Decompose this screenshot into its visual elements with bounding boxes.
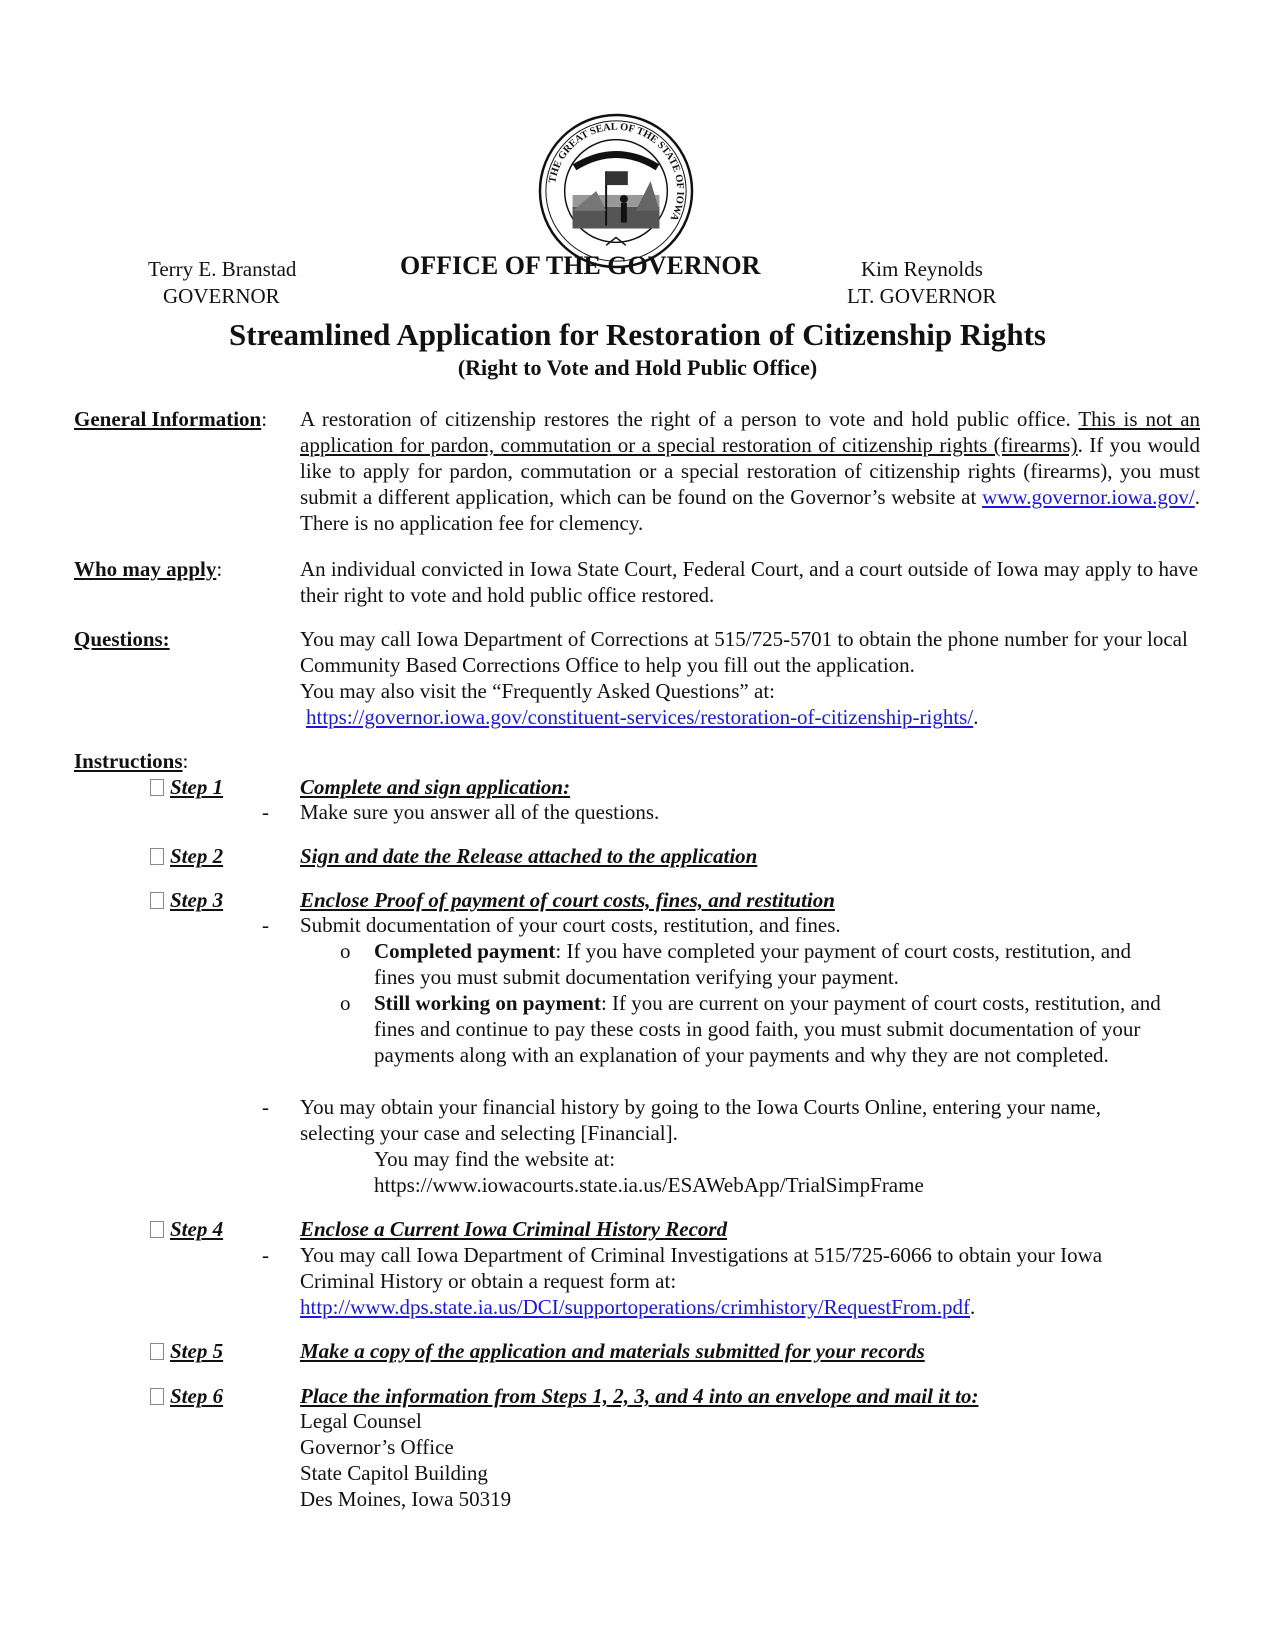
lt-governor-title: LT. GOVERNOR bbox=[847, 284, 997, 308]
faq-text: You may also visit the “Frequently Asked Questions” at: bbox=[300, 679, 775, 703]
step-5-checkbox[interactable]: Step 5 bbox=[150, 1338, 270, 1364]
step-6-heading: Place the information from Steps 1, 2, 3, and 4 into an envelope and mail it to: bbox=[300, 1384, 979, 1408]
address-line: State Capitol Building bbox=[300, 1461, 488, 1485]
governor-website-link[interactable]: www.governor.iowa.gov/ bbox=[982, 485, 1195, 509]
governor-title: GOVERNOR bbox=[163, 284, 280, 308]
address-line: Legal Counsel bbox=[300, 1409, 422, 1433]
step-3-item-2: You may obtain your financial history by going to the Iowa Courts Online, entering your name, selecting your case and selecting [Financial]. bbox=[300, 1095, 1101, 1145]
step-3-heading: Enclose Proof of payment of court costs, fines, and restitution bbox=[300, 888, 835, 912]
general-info-label: General Information: bbox=[74, 407, 268, 431]
questions-label: Questions: bbox=[74, 627, 170, 651]
faq-link[interactable]: https://governor.iowa.gov/constituent-services/restoration-of-citizenship-rights/ bbox=[306, 705, 974, 729]
step-2-checkbox[interactable]: Step 2 bbox=[150, 843, 270, 869]
document-title: Streamlined Application for Restoration of Citizenship Rights bbox=[229, 317, 1046, 352]
website-label: You may find the website at: bbox=[374, 1147, 616, 1171]
seal-outer-text: THE GREAT SEAL OF THE STATE OF IOWA bbox=[547, 121, 686, 223]
step-3-checkbox[interactable]: Step 3 bbox=[150, 887, 270, 913]
checkbox-icon bbox=[150, 892, 164, 909]
step-6-checkbox[interactable]: Step 6 bbox=[150, 1383, 270, 1409]
step-2-heading: Sign and date the Release attached to the application bbox=[300, 844, 758, 868]
step-5-heading: Make a copy of the application and materials submitted for your records bbox=[300, 1339, 925, 1363]
iowa-courts-url: https://www.iowacourts.state.ia.us/ESAWebApp/TrialSimpFrame bbox=[374, 1173, 924, 1197]
bullet-marker: o bbox=[340, 991, 351, 1015]
step-4-item: You may call Iowa Department of Criminal Investigations at 515/725-6066 to obtain your Iowa Criminal History or obtain a request form at: bbox=[300, 1243, 1103, 1293]
step-1-item: Make sure you answer all of the questions. bbox=[300, 800, 660, 824]
iowa-state-seal bbox=[537, 112, 695, 270]
dash-marker: - bbox=[262, 1095, 269, 1119]
general-info-text: A restoration of citizenship restores the right of a person to vote and hold public office. This is not an application for pardon, commutation or a special restoration of citizenship rights (firearms). If you would like to apply for pardon, commutation or a special restoration of citizenship rights (firearms), you must submit a different application, which can be found on the Governor’s website at www.governor.iowa.gov/. There is no application fee for clemency. bbox=[300, 407, 1201, 535]
dash-marker: - bbox=[262, 913, 269, 937]
instructions-label: Instructions: bbox=[74, 749, 189, 773]
questions-text: You may call Iowa Department of Corrections at 515/725-5701 to obtain the phone number for your local Community Based Corrections Office to help you fill out the application. bbox=[300, 627, 1188, 677]
address-line: Governor’s Office bbox=[300, 1435, 454, 1459]
checkbox-icon bbox=[150, 1388, 164, 1405]
checkbox-icon bbox=[150, 848, 164, 865]
step-4-checkbox[interactable]: Step 4 bbox=[150, 1216, 270, 1242]
step-1-heading: Complete and sign application: bbox=[300, 775, 571, 799]
completed-payment-text: Completed payment: If you have completed your payment of court costs, restitution, and fines you must submit documentation verifying your payment. bbox=[374, 939, 1132, 989]
faq-line: https://governor.iowa.gov/constituent-services/restoration-of-citizenship-rights/. bbox=[306, 705, 979, 729]
lt-governor-name: Kim Reynolds bbox=[861, 257, 983, 281]
who-may-apply-text: An individual convicted in Iowa State Court, Federal Court, and a court outside of Iowa may apply to have their right to vote and hold public office restored. bbox=[300, 557, 1199, 607]
bullet-marker: o bbox=[340, 939, 351, 963]
dash-marker: - bbox=[262, 800, 269, 824]
document-subtitle: (Right to Vote and Hold Public Office) bbox=[457, 355, 818, 380]
who-may-apply-label: Who may apply: bbox=[74, 557, 223, 581]
office-heading: OFFICE OF THE GOVERNOR bbox=[400, 251, 761, 280]
request-form-line: http://www.dps.state.ia.us/DCI/supportoperations/crimhistory/RequestFrom.pdf. bbox=[300, 1295, 976, 1319]
not-pardon-notice: This is not an application for pardon, commutation or a special restoration of citizenship rights (firearms) bbox=[300, 407, 1201, 457]
checkbox-icon bbox=[150, 1343, 164, 1360]
address-line: Des Moines, Iowa 50319 bbox=[300, 1487, 512, 1511]
checkbox-icon bbox=[150, 1221, 164, 1238]
step-1-checkbox[interactable]: Step 1 bbox=[150, 774, 270, 800]
step-3-item-1: Submit documentation of your court costs, restitution, and fines. bbox=[300, 913, 841, 937]
dash-marker: - bbox=[262, 1243, 269, 1267]
mailing-address bbox=[300, 1408, 1200, 1512]
step-4-heading: Enclose a Current Iowa Criminal History Record bbox=[300, 1217, 728, 1241]
still-working-text: Still working on payment: If you are current on your payment of court costs, restitution, and fines and continue to pay these costs in good faith, you must submit documentation of your payments along with an explanation of your payments and why they are not completed. bbox=[374, 991, 1161, 1067]
request-form-link[interactable]: http://www.dps.state.ia.us/DCI/supportoperations/crimhistory/RequestFrom.pdf bbox=[300, 1295, 970, 1319]
governor-name: Terry E. Branstad bbox=[148, 257, 297, 281]
checkbox-icon bbox=[150, 779, 164, 796]
